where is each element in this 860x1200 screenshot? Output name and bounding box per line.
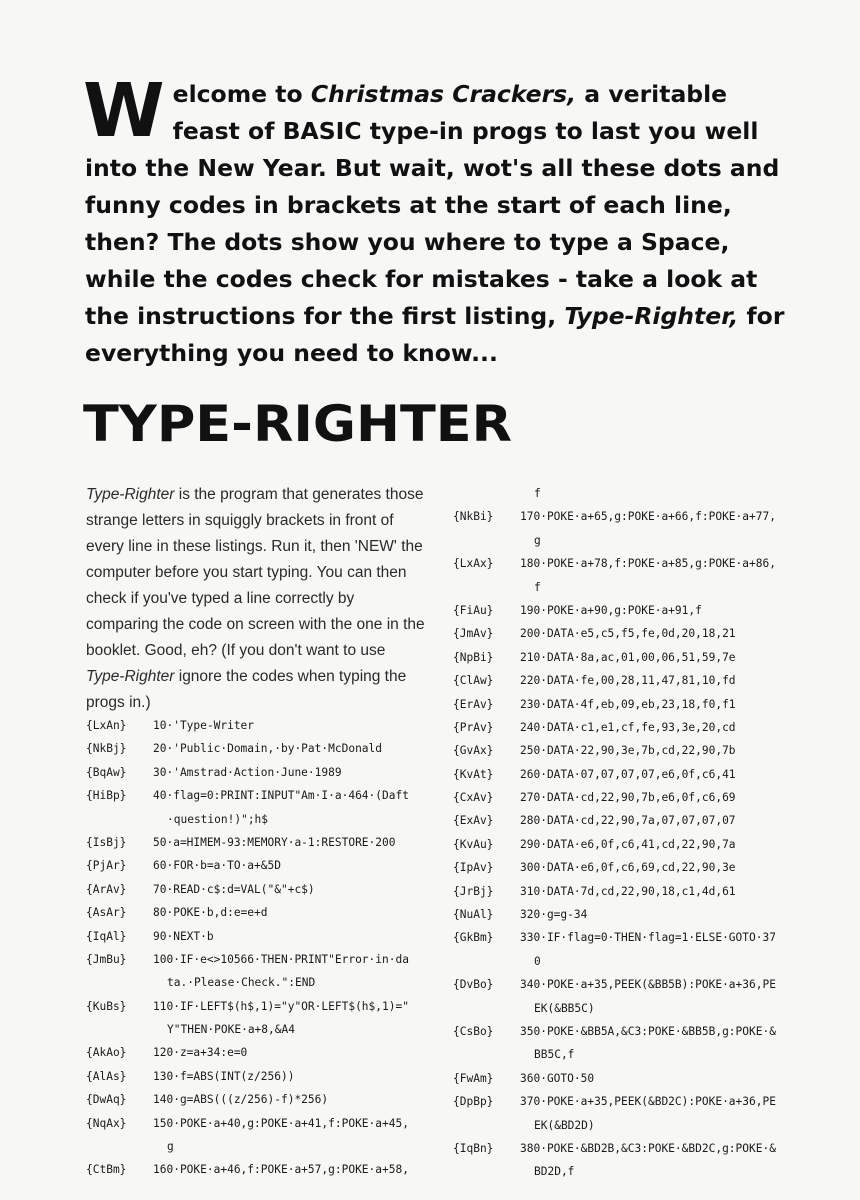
section-heading: TYPE-RIGHTER [83,395,513,453]
intro-text-2: a veritable feast of BASIC type-in progs to last you well into the New Year. But wait, wot's all these dots and funny codes in brackets at the start of each line, then? The dots show you where to type a Space, while the codes check for mistakes - take a look at the instructions for the first listing, [85,80,780,330]
intro-text-3: for everything you need to know... [85,302,785,367]
checksum-code: {CsBo} [453,1024,494,1038]
basic-statement: 260·DATA·07,07,07,07,e6,0f,c6,41 [520,767,736,781]
checksum-code [453,1043,520,1066]
basic-statement: ·question!)";h$ [167,812,269,826]
code-line [453,622,776,645]
code-line [453,856,776,879]
basic-statement: 370·POKE·a+35,PEEK(&BD2C):POKE·a+36,PE [520,1095,776,1109]
code-line [86,854,409,877]
basic-statement: f [534,487,541,500]
checksum-code: {AlAs} [86,1069,127,1083]
basic-statement: 40·flag=0:PRINT:INPUT"Am·I·a·464·(Daft [153,789,409,803]
checksum-code [86,808,153,831]
code-line [453,716,776,739]
basic-statement: 0 [534,954,541,968]
basic-statement: g [534,533,541,547]
basic-statement: 60·FOR·b=a·TO·a+&5D [153,859,281,873]
checksum-code [453,1114,520,1137]
checksum-code: {ExAv} [453,814,494,828]
basic-statement: 30·'Amstrad·Action·June·1989 [153,765,342,779]
code-line [86,761,409,784]
code-line [86,737,409,760]
checksum-code: {FiAu} [453,603,494,617]
code-line [453,739,776,762]
basic-statement: f [534,580,541,594]
checksum-code: {ClAw} [453,674,494,688]
basic-statement: 280·DATA·cd,22,90,7a,07,07,07,07 [520,814,736,828]
basic-statement: ta.·Please·Check.":END [167,976,316,990]
description-text-1: is the program that generates those strange letters in squiggly brackets in front of every line in these listings. Run it, then 'NEW' the computer before you start typing. You can then check if you've typed a line correctly by comparing the code on screen with the one in the booklet. Good, eh? (If you don't want to use [86,486,425,659]
basic-statement: 190·POKE·a+90,g:POKE·a+91,f [520,603,702,617]
basic-statement: 20·'Public·Domain,·by·Pat·McDonald [153,742,383,756]
checksum-code [86,971,153,994]
checksum-code [86,1135,153,1158]
basic-statement: 110·IF·LEFT$(h$,1)="y"OR·LEFT$(h$,1)=" [153,999,409,1013]
basic-statement: 380·POKE·&BD2B,&C3:POKE·&BD2C,g:POKE·& [520,1141,776,1155]
basic-statement: 310·DATA·7d,cd,22,90,18,c1,4d,61 [520,884,736,898]
basic-statement: 290·DATA·e6,0f,c6,41,cd,22,90,7a [520,837,736,851]
code-line [86,925,409,948]
basic-statement: 130·f=ABS(INT(z/256)) [153,1069,295,1083]
intro-paragraph [83,68,785,372]
code-line [86,714,409,737]
basic-statement: 170·POKE·a+65,g:POKE·a+66,f:POKE·a+77, [520,510,776,524]
basic-statement: 50·a=HIMEM-93:MEMORY·a-1:RESTORE·200 [153,835,396,849]
checksum-code: {PjAr} [86,859,127,873]
basic-statement: 360·GOTO·50 [520,1071,595,1085]
intro-title-italic: Christmas Crackers, [310,80,577,108]
code-line [453,1067,776,1090]
intro-listing-italic: Type-Righter, [564,302,739,330]
basic-statement: 320·g=g-34 [520,908,588,922]
basic-statement: 140·g=ABS(((z/256)-f)*256) [153,1093,329,1107]
checksum-code: {CxAv} [453,791,494,805]
basic-statement: 350·POKE·&BB5A,&C3:POKE·&BB5B,g:POKE·& [520,1024,776,1038]
description-paragraph [86,482,426,716]
basic-statement: 90·NEXT·b [153,929,214,943]
basic-statement: 230·DATA·4f,eb,09,eb,23,18,f0,f1 [520,697,736,711]
description-prog-name: Type-Righter [86,486,175,503]
checksum-code [453,529,520,552]
checksum-code: {IqBn} [453,1141,494,1155]
code-line [453,950,776,973]
code-line [453,880,776,903]
checksum-code: {NpBi} [453,650,494,664]
basic-statement: 300·DATA·e6,0f,c6,69,cd,22,90,3e [520,861,736,875]
checksum-code: {IpAv} [453,861,494,875]
checksum-code [453,482,520,505]
code-line [86,1158,409,1181]
basic-statement: BB5C,f [534,1048,575,1062]
basic-statement: 240·DATA·c1,e1,cf,fe,93,3e,20,cd [520,720,736,734]
code-line [86,948,409,971]
checksum-code: {KuBs} [86,999,127,1013]
checksum-code [453,997,520,1020]
basic-statement: 340·POKE·a+35,PEEK(&BB5B):POKE·a+36,PE [520,978,776,992]
basic-statement: Y"THEN·POKE·a+8,&A4 [167,1023,295,1037]
basic-statement: 100·IF·e<>10566·THEN·PRINT"Error·in·da [153,952,409,966]
code-line [86,1018,409,1041]
code-line [86,1135,409,1158]
code-line [86,971,409,994]
code-line [86,808,409,831]
code-line [86,1112,409,1135]
code-line [453,1020,776,1043]
code-line [86,1088,409,1111]
checksum-code: {NuAl} [453,908,494,922]
code-line [453,763,776,786]
checksum-code: {JrBj} [453,884,494,898]
basic-statement: 220·DATA·fe,00,28,11,47,81,10,fd [520,674,736,688]
basic-statement: 160·POKE·a+46,f:POKE·a+57,g:POKE·a+58, [153,1163,409,1177]
basic-statement: g [167,1140,174,1154]
checksum-code: {DwAq} [86,1093,127,1107]
code-line [453,786,776,809]
code-line [86,784,409,807]
basic-statement: 80·POKE·b,d:e=e+d [153,906,268,920]
checksum-code: {NkBj} [86,742,127,756]
code-line [453,482,776,505]
checksum-code: {CtBm} [86,1163,127,1177]
code-line [453,833,776,856]
code-line [453,1114,776,1137]
basic-statement: 210·DATA·8a,ac,01,00,06,51,59,7e [520,650,736,664]
code-listing-left [86,714,409,1182]
code-line [86,831,409,854]
basic-statement: 180·POKE·a+78,f:POKE·a+85,g:POKE·a+86, [520,557,776,571]
checksum-code: {NkBi} [453,510,494,524]
basic-statement: BD2D,f [534,1165,575,1179]
checksum-code: {ErAv} [453,697,494,711]
basic-statement: 70·READ·c$:d=VAL("&"+c$) [153,882,315,896]
code-line [453,926,776,949]
checksum-code: {NqAx} [86,1116,127,1130]
code-line [453,646,776,669]
code-line [453,1043,776,1066]
checksum-code: {GkBm} [453,931,494,945]
code-line [86,878,409,901]
checksum-code: {IsBj} [86,835,127,849]
checksum-code: {JmBu} [86,952,127,966]
checksum-code: {GvAx} [453,744,494,758]
code-line [86,1041,409,1064]
code-line [86,1065,409,1088]
code-line [453,552,776,575]
drop-cap: W [83,68,165,154]
basic-statement: 200·DATA·e5,c5,f5,fe,0d,20,18,21 [520,627,736,641]
code-line [453,669,776,692]
checksum-code: {ArAv} [86,882,127,896]
checksum-code: {PrAv} [453,720,494,734]
code-line [453,529,776,552]
code-line [453,1090,776,1113]
checksum-code [453,950,520,973]
code-line [453,809,776,832]
basic-statement: 330·IF·flag=0·THEN·flag=1·ELSE·GOTO·37 [520,931,776,945]
code-line [453,576,776,599]
checksum-code [453,576,520,599]
intro-text-1: elcome to [172,80,311,108]
code-line [453,599,776,622]
checksum-code: {IqAl} [86,929,127,943]
code-listing-right [453,482,776,1184]
checksum-code: {KvAu} [453,837,494,851]
code-line [453,997,776,1020]
basic-statement: EK(&BB5C) [534,1001,595,1015]
checksum-code: {JmAv} [453,627,494,641]
checksum-code: {AkAo} [86,1046,127,1060]
basic-statement: 120·z=a+34:e=0 [153,1046,248,1060]
checksum-code: {LxAx} [453,557,494,571]
checksum-code: {DvBo} [453,978,494,992]
description-prog-name-2: Type-Righter [86,668,175,685]
checksum-code: {BqAw} [86,765,127,779]
description-text-2: ignore the codes when typing the progs in.) [86,668,407,711]
code-line [453,1160,776,1183]
basic-statement: 250·DATA·22,90,3e,7b,cd,22,90,7b [520,744,736,758]
basic-statement: 270·DATA·cd,22,90,7b,e6,0f,c6,69 [520,791,736,805]
code-line [453,1137,776,1160]
checksum-code: {DpBp} [453,1095,494,1109]
code-line [453,973,776,996]
basic-statement: 150·POKE·a+40,g:POKE·a+41,f:POKE·a+45, [153,1116,409,1130]
code-line [86,901,409,924]
checksum-code: {FwAm} [453,1071,494,1085]
checksum-code [86,1018,153,1041]
checksum-code: {KvAt} [453,767,494,781]
code-line [453,903,776,926]
checksum-code [453,1160,520,1183]
checksum-code: {HiBp} [86,789,127,803]
code-line [453,693,776,716]
code-line [453,505,776,528]
basic-statement: EK(&BD2D) [534,1118,595,1132]
basic-statement: 10·'Type-Writer [153,719,255,732]
code-line [86,995,409,1018]
checksum-code: {LxAn} [86,719,127,732]
checksum-code: {AsAr} [86,906,127,920]
